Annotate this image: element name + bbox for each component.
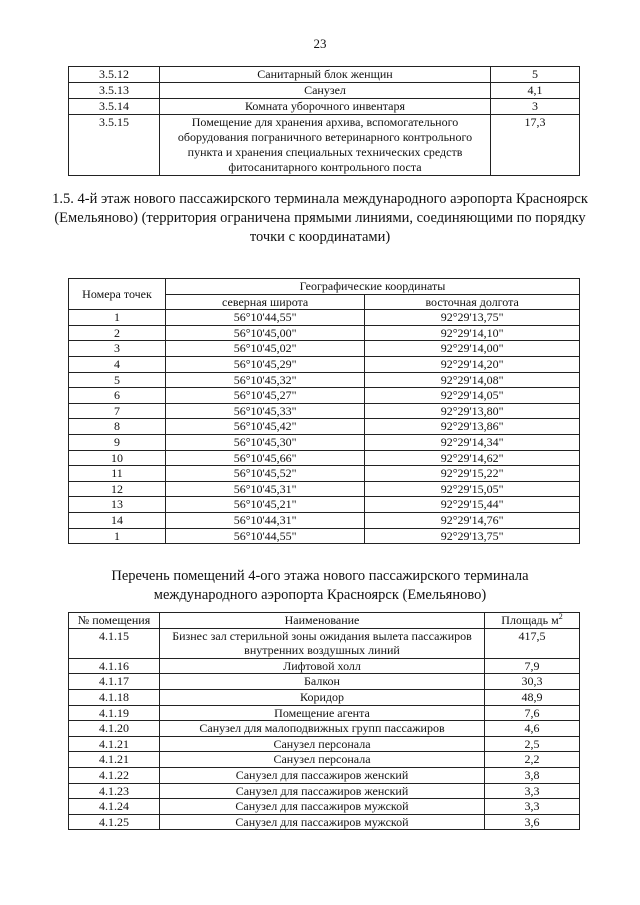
room-number: 4.1.18 bbox=[69, 689, 160, 705]
longitude: 92°29'14,62" bbox=[365, 450, 580, 466]
longitude: 92°29'14,20" bbox=[365, 356, 580, 372]
longitude: 92°29'14,05" bbox=[365, 388, 580, 404]
header-room-number: № помещения bbox=[69, 613, 160, 629]
point-number: 3 bbox=[69, 341, 166, 357]
room-area: 2,5 bbox=[485, 736, 580, 752]
room-area: 17,3 bbox=[491, 115, 580, 176]
header-point-numbers: Номера точек bbox=[69, 279, 166, 310]
table-row bbox=[69, 356, 580, 372]
point-number: 11 bbox=[69, 466, 166, 482]
room-name: Санузел bbox=[160, 83, 491, 99]
room-area: 3,8 bbox=[485, 767, 580, 783]
table-row bbox=[69, 705, 580, 721]
header-room-area-sup: 2 bbox=[558, 612, 563, 621]
rooms-list-heading: Перечень помещений 4-ого этажа нового пассажирского терминала международного аэропорта Красноярск (Емельяново) bbox=[111, 568, 529, 603]
point-number: 10 bbox=[69, 450, 166, 466]
table-row bbox=[69, 341, 580, 357]
latitude: 56°10'45,31" bbox=[166, 481, 365, 497]
rooms-table bbox=[68, 612, 580, 830]
room-number: 4.1.19 bbox=[69, 705, 160, 721]
room-name: Санузел для пассажиров мужской bbox=[160, 799, 485, 815]
longitude: 92°29'15,05" bbox=[365, 481, 580, 497]
room-number: 4.1.15 bbox=[69, 628, 160, 658]
table-row bbox=[69, 628, 580, 658]
latitude: 56°10'45,00" bbox=[166, 325, 365, 341]
latitude: 56°10'45,21" bbox=[166, 497, 365, 513]
room-number: 4.1.20 bbox=[69, 721, 160, 737]
table-row bbox=[69, 658, 580, 674]
room-name: Помещение для хранения архива, вспомогательного оборудования пограничного ветеринарного контрольного пункта и хранения специальных технических средств фитосанитарного контрольного поста bbox=[160, 115, 491, 176]
point-number: 13 bbox=[69, 497, 166, 513]
room-area: 48,9 bbox=[485, 689, 580, 705]
room-area: 2,2 bbox=[485, 752, 580, 768]
table-row bbox=[69, 372, 580, 388]
longitude: 92°29'14,76" bbox=[365, 512, 580, 528]
room-name: Санузел персонала bbox=[160, 736, 485, 752]
room-number: 4.1.22 bbox=[69, 767, 160, 783]
room-number: 3.5.15 bbox=[69, 115, 160, 176]
longitude: 92°29'14,08" bbox=[365, 372, 580, 388]
room-number: 3.5.12 bbox=[69, 67, 160, 83]
table-row bbox=[69, 99, 580, 115]
table-row bbox=[69, 497, 580, 513]
room-name: Балкон bbox=[160, 674, 485, 690]
room-area: 4,1 bbox=[491, 83, 580, 99]
room-area: 30,3 bbox=[485, 674, 580, 690]
table-row bbox=[69, 67, 580, 83]
room-name: Лифтовой холл bbox=[160, 658, 485, 674]
longitude: 92°29'14,00" bbox=[365, 341, 580, 357]
table-row bbox=[69, 799, 580, 815]
header-geo-coordinates: Географические координаты bbox=[166, 279, 580, 295]
point-number: 14 bbox=[69, 512, 166, 528]
table-row bbox=[69, 674, 580, 690]
table-row bbox=[69, 83, 580, 99]
latitude: 56°10'45,32" bbox=[166, 372, 365, 388]
table-row bbox=[69, 310, 580, 326]
point-number: 4 bbox=[69, 356, 166, 372]
longitude: 92°29'14,10" bbox=[365, 325, 580, 341]
point-number: 9 bbox=[69, 434, 166, 450]
header-room-area bbox=[485, 613, 580, 629]
room-name: Бизнес зал стерильной зоны ожидания вылета пассажиров внутренних воздушных линий bbox=[160, 628, 485, 658]
room-name: Санузел для пассажиров мужской bbox=[160, 814, 485, 830]
section-heading: 1.5. 4-й этаж нового пассажирского терминала международного аэропорта Красноярск (Емельяново) (территория ограничена прямыми линиями, соединяющими по порядку точки с координатами) bbox=[52, 191, 588, 245]
table-row bbox=[69, 528, 580, 544]
rooms-table-continued bbox=[68, 66, 580, 176]
table-row bbox=[69, 689, 580, 705]
point-number: 6 bbox=[69, 388, 166, 404]
latitude: 56°10'44,55" bbox=[166, 310, 365, 326]
room-area: 3 bbox=[491, 99, 580, 115]
latitude: 56°10'44,55" bbox=[166, 528, 365, 544]
table-row bbox=[69, 434, 580, 450]
latitude: 56°10'45,29" bbox=[166, 356, 365, 372]
room-number: 4.1.17 bbox=[69, 674, 160, 690]
table-row bbox=[69, 736, 580, 752]
room-area: 3,6 bbox=[485, 814, 580, 830]
table-row bbox=[69, 767, 580, 783]
room-name: Санузел для пассажиров женский bbox=[160, 767, 485, 783]
room-name: Комната уборочного инвентаря bbox=[160, 99, 491, 115]
room-number: 3.5.14 bbox=[69, 99, 160, 115]
room-number: 4.1.25 bbox=[69, 814, 160, 830]
latitude: 56°10'45,27" bbox=[166, 388, 365, 404]
room-number: 3.5.13 bbox=[69, 83, 160, 99]
room-area: 7,6 bbox=[485, 705, 580, 721]
room-number: 4.1.23 bbox=[69, 783, 160, 799]
longitude: 92°29'13,86" bbox=[365, 419, 580, 435]
point-number: 7 bbox=[69, 403, 166, 419]
page-number: 23 bbox=[313, 36, 327, 51]
point-number: 12 bbox=[69, 481, 166, 497]
room-number: 4.1.16 bbox=[69, 658, 160, 674]
table-row bbox=[69, 721, 580, 737]
header-room-area-label: Площадь м bbox=[501, 613, 559, 627]
table-row bbox=[69, 512, 580, 528]
table-row bbox=[69, 388, 580, 404]
header-room-name: Наименование bbox=[160, 613, 485, 629]
longitude: 92°29'13,75" bbox=[365, 310, 580, 326]
table-row bbox=[69, 814, 580, 830]
longitude: 92°29'15,22" bbox=[365, 466, 580, 482]
room-name: Коридор bbox=[160, 689, 485, 705]
latitude: 56°10'45,52" bbox=[166, 466, 365, 482]
table-row bbox=[69, 466, 580, 482]
room-area: 4,6 bbox=[485, 721, 580, 737]
point-number: 8 bbox=[69, 419, 166, 435]
latitude: 56°10'45,33" bbox=[166, 403, 365, 419]
room-area: 3,3 bbox=[485, 783, 580, 799]
room-number: 4.1.24 bbox=[69, 799, 160, 815]
longitude: 92°29'15,44" bbox=[365, 497, 580, 513]
table-row bbox=[69, 325, 580, 341]
point-number: 1 bbox=[69, 528, 166, 544]
point-number: 2 bbox=[69, 325, 166, 341]
header-longitude: восточная долгота bbox=[365, 294, 580, 310]
room-name: Санузел для пассажиров женский bbox=[160, 783, 485, 799]
latitude: 56°10'44,31" bbox=[166, 512, 365, 528]
table-row bbox=[69, 115, 580, 176]
table-row bbox=[69, 481, 580, 497]
room-number: 4.1.21 bbox=[69, 736, 160, 752]
room-area: 417,5 bbox=[485, 628, 580, 658]
table-row bbox=[69, 419, 580, 435]
room-name: Санитарный блок женщин bbox=[160, 67, 491, 83]
longitude: 92°29'14,34" bbox=[365, 434, 580, 450]
longitude: 92°29'13,80" bbox=[365, 403, 580, 419]
header-latitude: северная широта bbox=[166, 294, 365, 310]
latitude: 56°10'45,02" bbox=[166, 341, 365, 357]
table-row bbox=[69, 783, 580, 799]
room-area: 7,9 bbox=[485, 658, 580, 674]
coordinates-table bbox=[68, 278, 580, 544]
point-number: 5 bbox=[69, 372, 166, 388]
latitude: 56°10'45,66" bbox=[166, 450, 365, 466]
room-name: Санузел для малоподвижных групп пассажиров bbox=[160, 721, 485, 737]
longitude: 92°29'13,75" bbox=[365, 528, 580, 544]
latitude: 56°10'45,30" bbox=[166, 434, 365, 450]
room-area: 3,3 bbox=[485, 799, 580, 815]
room-name: Санузел персонала bbox=[160, 752, 485, 768]
room-name: Помещение агента bbox=[160, 705, 485, 721]
table-row bbox=[69, 403, 580, 419]
point-number: 1 bbox=[69, 310, 166, 326]
room-number: 4.1.21 bbox=[69, 752, 160, 768]
table-row bbox=[69, 450, 580, 466]
room-area: 5 bbox=[491, 67, 580, 83]
latitude: 56°10'45,42" bbox=[166, 419, 365, 435]
table-row bbox=[69, 752, 580, 768]
